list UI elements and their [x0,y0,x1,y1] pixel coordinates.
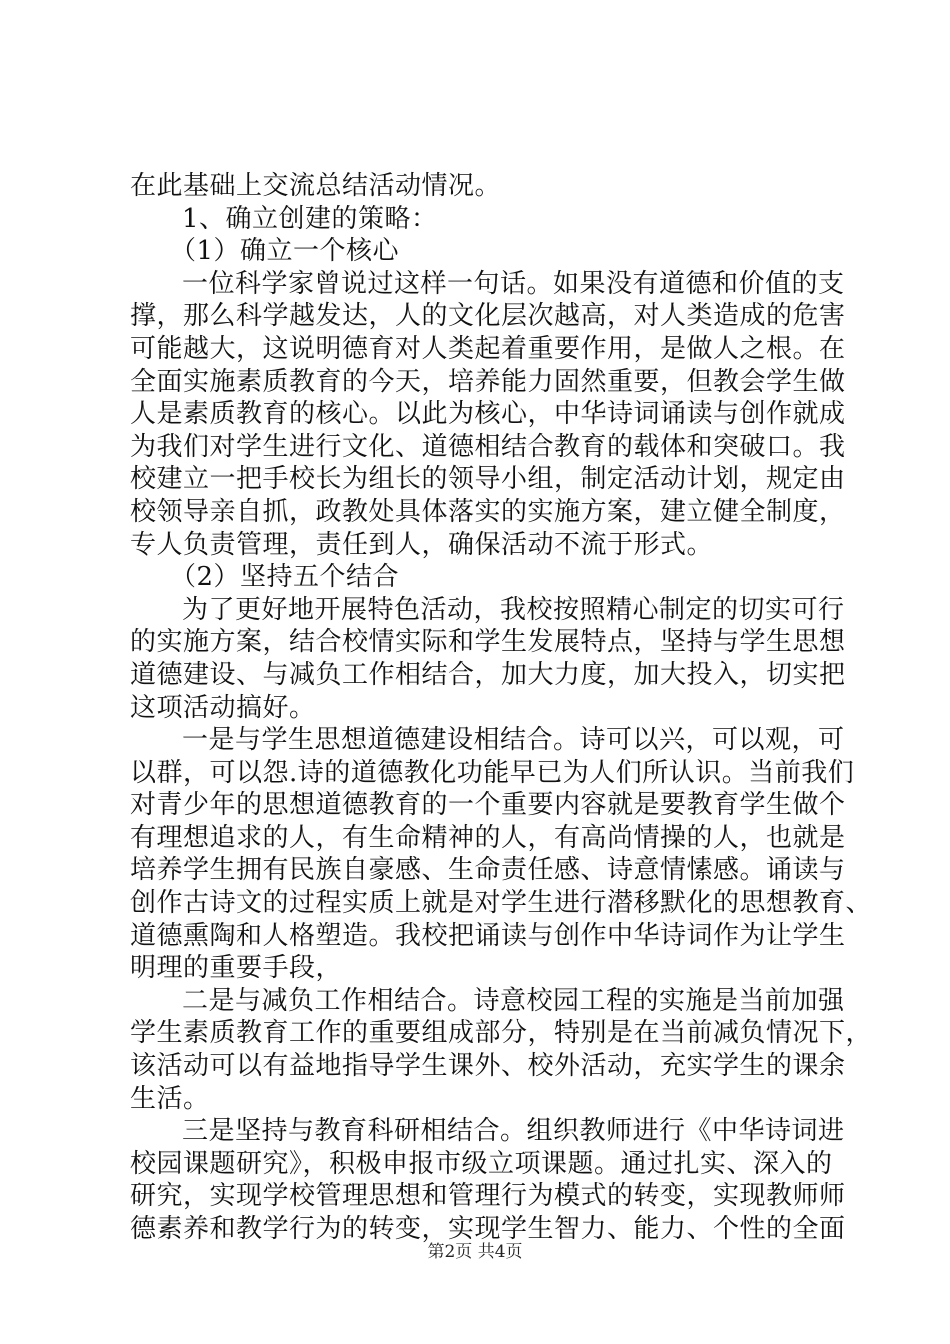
text-line: 研究，实现学校管理思想和管理行为模式的转变，实现教师师 [130,1181,846,1212]
text-line: 培养学生拥有民族自豪感、生命责任感、诗意情愫感。诵读与 [130,855,846,886]
text-line: 对青少年的思想道德教育的一个重要内容就是要教育学生做个 [130,790,846,821]
text-line: 全面实施素质教育的今天，培养能力固然重要，但教会学生做 [130,366,846,397]
subsection-heading: （2）坚持五个结合 [170,562,400,593]
text-line: 道德熏陶和人格塑造。我校把诵读与创作中华诗词作为让学生 [130,920,846,951]
text-line: 为了更好地开展特色活动，我校按照精心制定的切实可行 [182,594,845,625]
text-line: 明理的重要手段， [130,953,343,984]
text-line: 以群，可以怨.诗的道德教化功能早已为人们所认识。当前我们 [130,757,855,788]
text-line: 人是素质教育的核心。以此为核心，中华诗词诵读与创作就成 [130,399,846,430]
text-line: 专人负责管理，责任到人，确保活动不流于形式。 [130,529,714,560]
text-line: 撑，那么科学越发达，人的文化层次越高，对人类造成的危害 [130,301,846,332]
text-line: 该活动可以有益地指导学生课外、校外活动，充实学生的课余 [130,1051,846,1082]
text-line: 二是与减负工作相结合。诗意校园工程的实施是当前加强 [182,985,845,1016]
text-line: 道德建设、与减负工作相结合，加大力度，加大投入，切实把 [130,659,846,690]
text-line: 这项活动搞好。 [130,692,316,723]
subsection-heading: （1）确立一个核心 [170,236,400,267]
text-line: 生活。 [130,1083,210,1114]
page-number-footer: 第2页 共4页 [427,1242,523,1262]
text-line: 校园课题研究》，积极申报市级立项课题。通过扎实、深入的 [130,1148,833,1179]
text-line: 学生素质教育工作的重要组成部分，特别是在当前减负情况下， [130,1018,873,1049]
text-line: 校领导亲自抓，政教处具体落实的实施方案，建立健全制度， [130,496,846,527]
text-line: 可能越大，这说明德育对人类起着重要作用，是做人之根。在 [130,333,846,364]
text-line: 在此基础上交流总结活动情况。 [130,171,502,201]
text-line: 的实施方案，结合校情实际和学生发展特点，坚持与学生思想 [130,627,846,658]
text-line: 有理想追求的人，有生命精神的人，有高尚情操的人，也就是 [130,822,846,853]
text-line: 创作古诗文的过程实质上就是对学生进行潜移默化的思想教育、 [130,888,873,919]
section-heading: 1、确立创建的策略： [182,203,438,234]
text-line: 一是与学生思想道德建设相结合。诗可以兴，可以观，可 [182,725,845,756]
text-line: 校建立一把手校长为组长的领导小组，制定活动计划，规定由 [130,464,846,495]
text-line: 三是坚持与教育科研相结合。组织教师进行《中华诗词进 [182,1116,845,1147]
text-line: 为我们对学生进行文化、道德相结合教育的载体和突破口。我 [130,431,846,462]
document-body [130,170,873,1246]
text-line: 德素养和教学行为的转变，实现学生智力、能力、个性的全面 [130,1214,846,1244]
text-line: 一位科学家曾说过这样一句话。如果没有道德和价值的支 [182,268,845,299]
